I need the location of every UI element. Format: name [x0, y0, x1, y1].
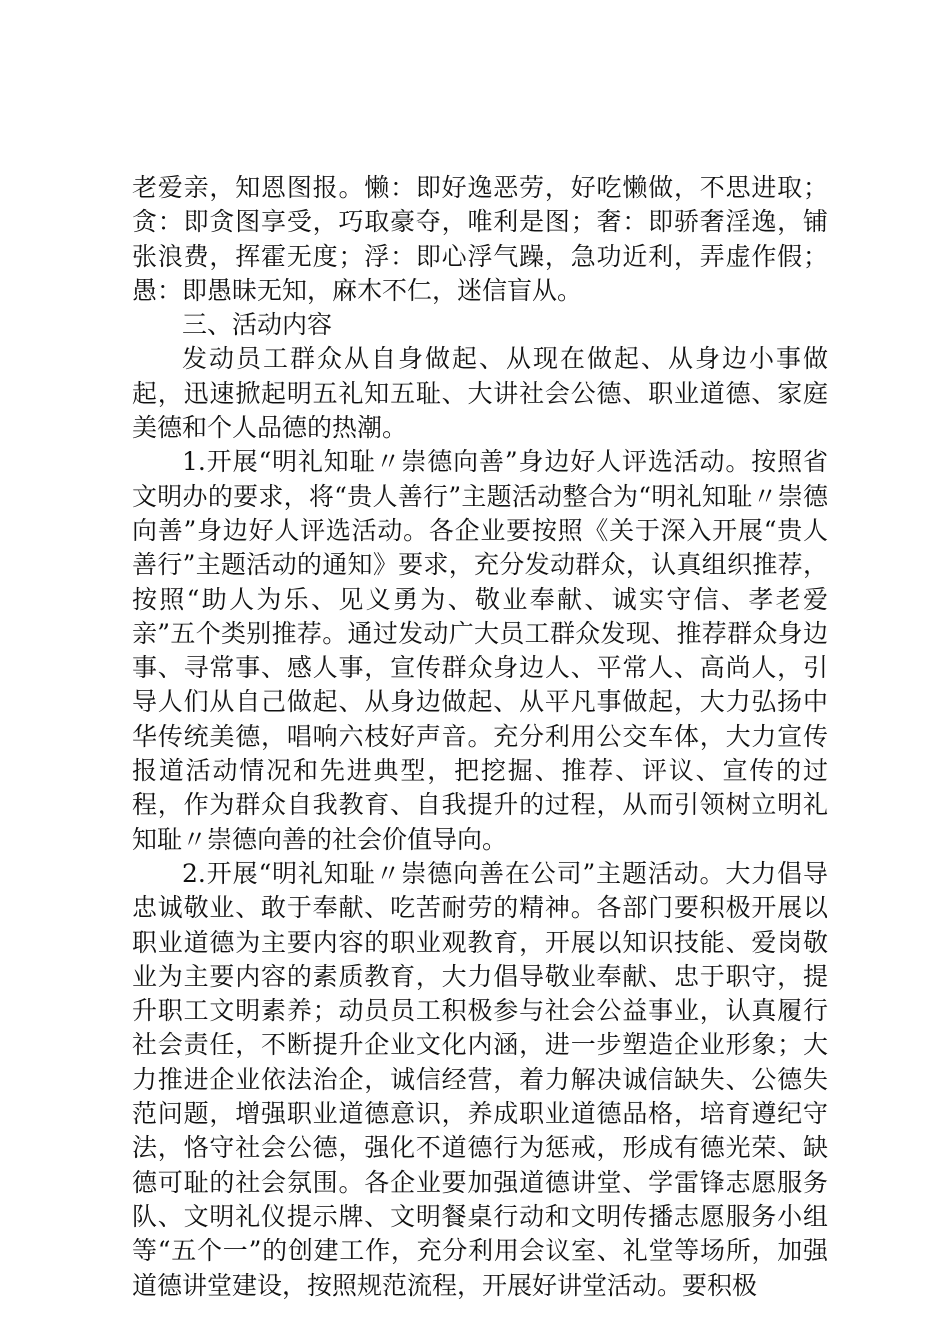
document-body — [132, 171, 828, 1303]
section-heading: 三、活动内容 — [182, 310, 333, 340]
paragraph-item-2: 2.开展“明礼知耻〃崇德向善在公司”主题活动。大力倡导忠诚敬业、敢于奉献、吃苦耐劳的精神。各部门要积极开展以职业道德为主要内容的职业观教育，开展以知识技能、爱岗敬业为主要内容的素质教育，大力倡导敬业奉献、忠于职守，提升职工文明素养；动员员工积极参与社会公益事业，认真履行社会责任，不断提升企业文化内涵，进一步塑造企业形象；大力推进企业依法治企，诚信经营，着力解决诚信缺失、公德失范问题，增强职业道德意识，养成职业道德品格，培育遵纪守法，恪守社会公德，强化不道德行为惩戒，形成有德光荣、缺德可耻的社会氛围。各企业要加强道德讲堂、学雷锋志愿服务队、文明礼仪提示牌、文明餐桌行动和文明传播志愿服务小组等“五个一”的创建工作，充分利用会议室、礼堂等场所，加强道德讲堂建设，按照规范流程，开展好讲堂活动。要积极 — [132, 858, 828, 1300]
paragraph-continuation: 老爱亲，知恩图报。懒：即好逸恶劳，好吃懒做，不思进取；贪：即贪图享受，巧取豪夺，唯利是图；奢：即骄奢淫逸，铺张浪费，挥霍无度；浮：即心浮气躁，急功近利，弄虚作假；愚：即愚昧无知，麻木不仁，迷信盲从。 — [132, 173, 828, 305]
paragraph-intro: 发动员工群众从自身做起、从现在做起、从身边小事做起，迅速掀起明五礼知五耻、大讲社会公德、职业道德、家庭美德和个人品德的热潮。 — [132, 344, 828, 443]
paragraph-item-1: 1.开展“明礼知耻〃崇德向善”身边好人评选活动。按照省文明办的要求，将“贵人善行”主题活动整合为“明礼知耻〃崇德向善”身边好人评选活动。各企业要按照《关于深入开展“贵人善行”主题活动的通知》要求，充分发动群众，认真组织推荐，按照“助人为乐、见义勇为、敬业奉献、诚实守信、孝老爱亲”五个类别推荐。通过发动广大员工群众发现、推荐群众身边事、寻常事、感人事，宣传群众身边人、平常人、高尚人，引导人们从自己做起、从身边做起、从平凡事做起，大力弘扬中华传统美德，唱响六枝好声音。充分利用公交车体，大力宣传报道活动情况和先进典型，把挖掘、推荐、评议、宣传的过程，作为群众自我教育、自我提升的过程，从而引领树立明礼知耻〃崇德向善的社会价值导向。 — [132, 447, 828, 854]
